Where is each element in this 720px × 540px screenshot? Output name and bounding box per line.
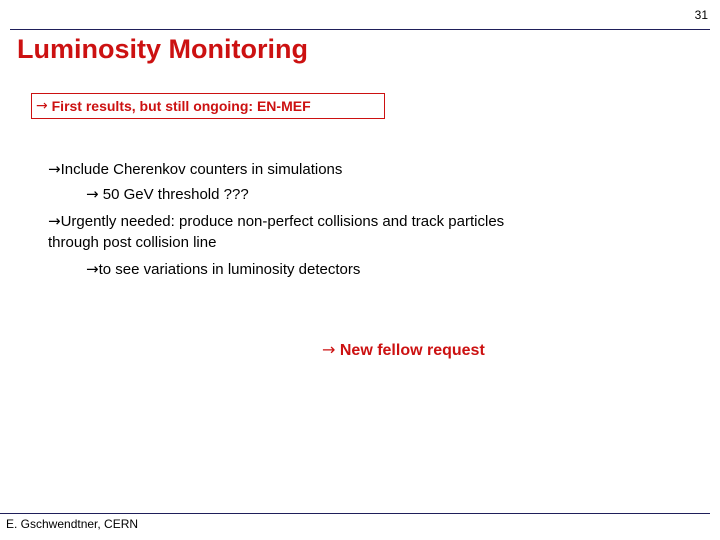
bullet-line-urgent bbox=[48, 212, 504, 231]
footer-author: E. Gschwendtner, CERN bbox=[6, 517, 139, 531]
right-arrow-icon: → bbox=[48, 212, 61, 230]
bullet-line-threshold bbox=[86, 185, 249, 204]
fellow-request-text: New fellow request bbox=[339, 342, 485, 359]
slide-title: Luminosity Monitoring bbox=[17, 34, 308, 64]
bullet-text: Include Cherenkov counters in simulations bbox=[60, 161, 343, 178]
header-divider bbox=[10, 29, 710, 30]
footer-divider bbox=[0, 513, 710, 514]
status-callout-label: First results, but still ongoing: EN-MEF bbox=[51, 98, 311, 114]
slide-number: 31 bbox=[694, 8, 708, 22]
right-arrow-icon: → bbox=[86, 185, 99, 203]
right-arrow-icon: → bbox=[322, 340, 336, 359]
bullet-line-cherenkov bbox=[48, 160, 342, 179]
right-arrow-icon: → bbox=[36, 98, 48, 114]
right-arrow-icon: → bbox=[48, 160, 61, 178]
bullet-text: 50 GeV threshold ??? bbox=[98, 186, 249, 203]
bullet-text: through post collision line bbox=[48, 234, 217, 251]
bullet-text: to see variations in luminosity detectors bbox=[98, 261, 361, 278]
status-callout-text bbox=[48, 98, 311, 114]
fellow-request-callout bbox=[322, 340, 485, 360]
bullet-text: Urgently needed: produce non-perfect collisions and track particles bbox=[60, 213, 505, 230]
bullet-line-continuation bbox=[48, 234, 216, 252]
right-arrow-icon: → bbox=[86, 260, 99, 278]
bullet-line-variations bbox=[86, 260, 360, 279]
status-callout-box bbox=[31, 93, 385, 119]
